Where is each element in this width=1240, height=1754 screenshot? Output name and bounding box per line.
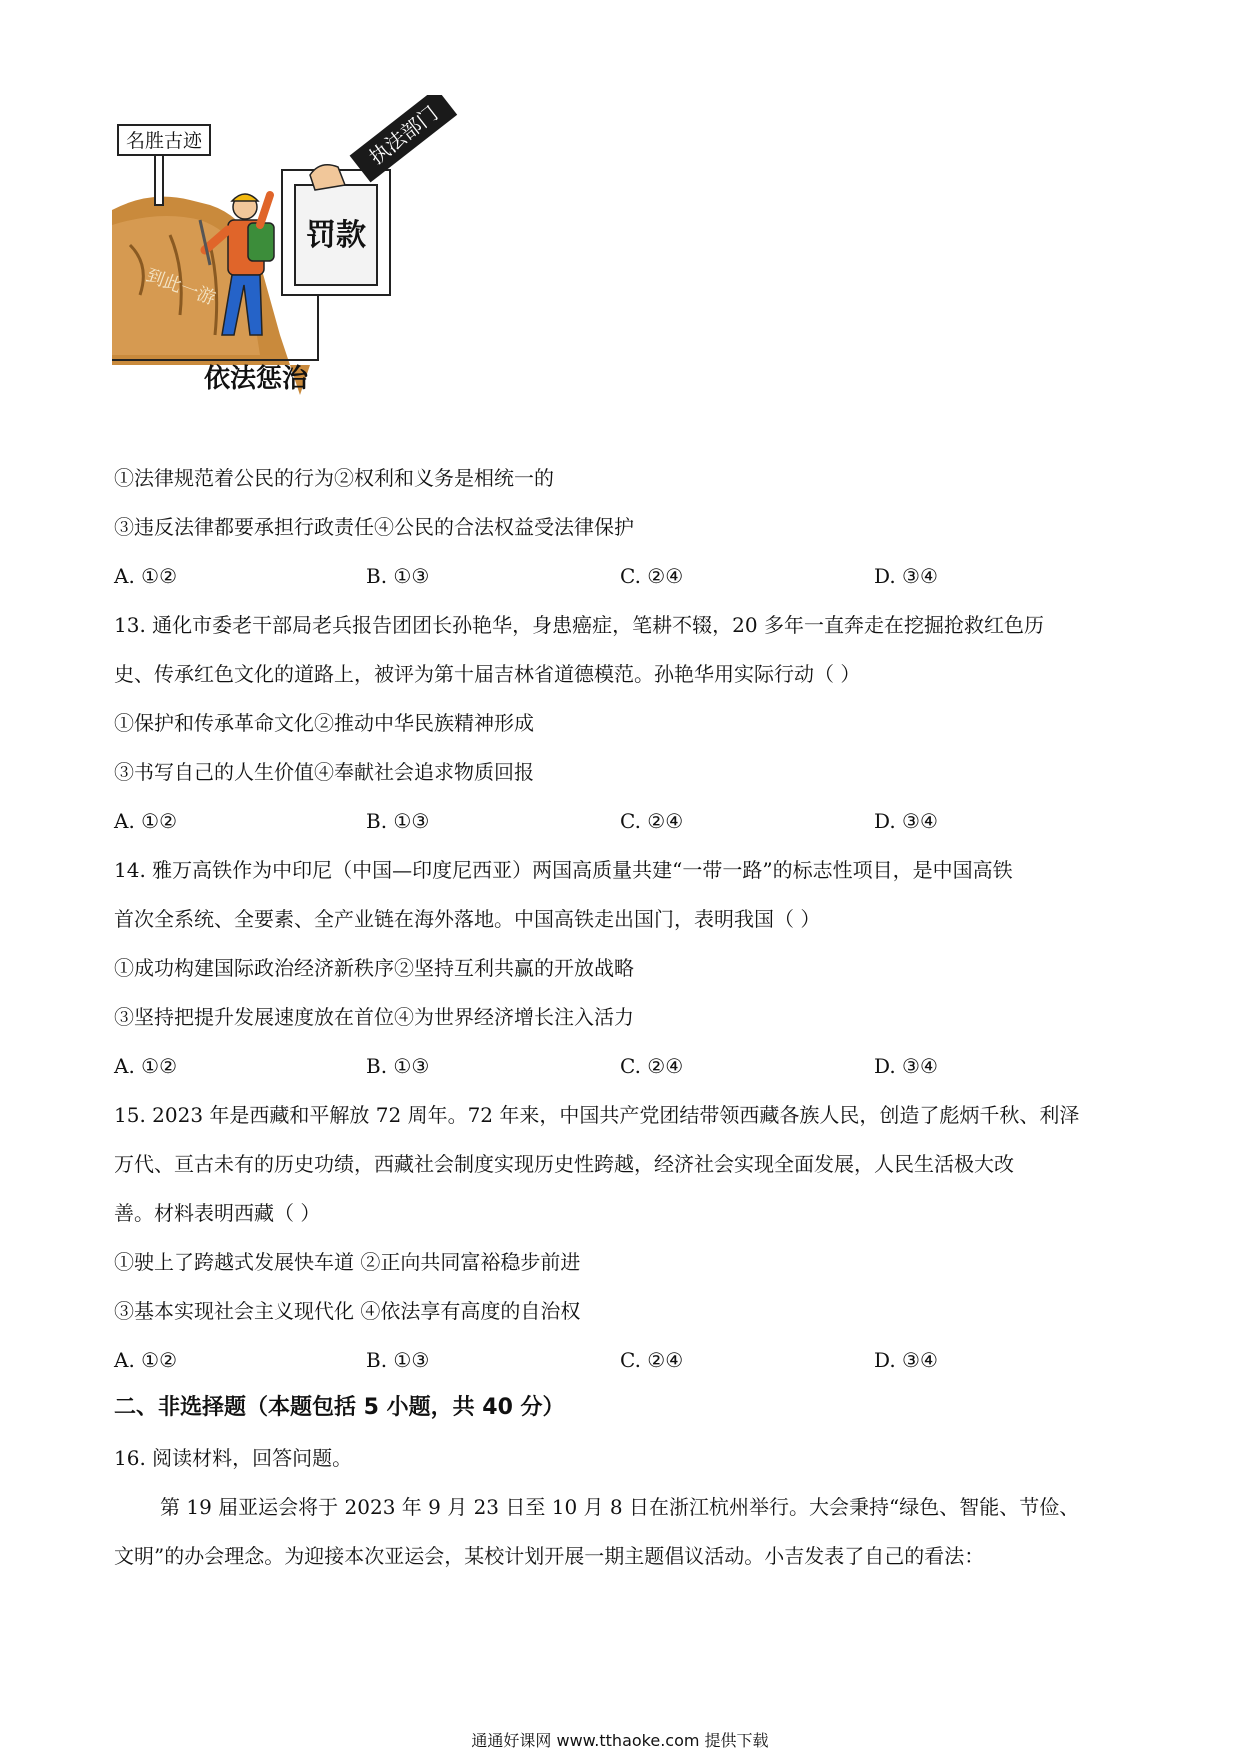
q14-option-b[interactable]: B. ①③ <box>366 1054 430 1078</box>
q13-option-b[interactable]: B. ①③ <box>366 809 430 833</box>
q14-option-c[interactable]: C. ②④ <box>620 1054 684 1078</box>
enforcement-tag-label: 执法部门 <box>364 101 443 170</box>
graffiti-text: 到此一游 <box>143 264 219 310</box>
illustration-cartoon <box>110 95 490 440</box>
q15-statement-1: ①驶上了跨越式发展快车道 ②正向共同富裕稳步前进 <box>114 1250 581 1274</box>
q12-statement-1: ①法律规范着公民的行为②权利和义务是相统一的 <box>114 466 554 490</box>
page-footer: 通通好课网 www.tthaoke.com 提供下载 <box>471 1731 769 1750</box>
illustration-caption: 依法惩治 <box>203 364 309 394</box>
q15-option-a[interactable]: A. ①② <box>114 1348 178 1372</box>
q13-option-d[interactable]: D. ③④ <box>874 809 938 833</box>
q15-stem-line-3: 善。材料表明西藏（ ） <box>114 1201 321 1225</box>
q12-option-d[interactable]: D. ③④ <box>874 564 938 588</box>
q14-option-a[interactable]: A. ①② <box>114 1054 178 1078</box>
fine-notice-text: 罚款 <box>306 218 366 253</box>
q15-stem-line-2: 万代、亘古未有的历史功绩，西藏社会制度实现历史性跨越，经济社会实现全面发展，人民生活极大改 <box>114 1152 1014 1176</box>
section-heading: 二、非选择题（本题包括 5 小题，共 40 分） <box>114 1395 565 1420</box>
q13-statement-2: ③书写自己的人生价值④奉献社会追求物质回报 <box>114 760 534 784</box>
q14-option-d[interactable]: D. ③④ <box>874 1054 938 1078</box>
q13-statement-1: ①保护和传承革命文化②推动中华民族精神形成 <box>114 711 534 735</box>
q12-option-a[interactable]: A. ①② <box>114 564 178 588</box>
q13-option-c[interactable]: C. ②④ <box>620 809 684 833</box>
q14-stem-line-1: 14. 雅万高铁作为中印尼（中国—印度尼西亚）两国高质量共建“一带一路”的标志性项目，是中国高铁 <box>114 858 1013 882</box>
q15-statement-2: ③基本实现社会主义现代化 ④依法享有高度的自治权 <box>114 1299 581 1323</box>
q15-stem-line-1: 15. 2023 年是西藏和平解放 72 周年。72 年来，中国共产党团结带领西藏各族人民，创造了彪炳千秋、利泽 <box>114 1103 1080 1127</box>
landmark-sign-label: 名胜古迹 <box>125 130 203 152</box>
q13-stem-line-1: 13. 通化市委老干部局老兵报告团团长孙艳华，身患癌症，笔耕不辍，20 多年一直奔走在挖掘抢救红色历 <box>114 613 1044 637</box>
q13-stem-line-2: 史、传承红色文化的道路上，被评为第十届吉林省道德模范。孙艳华用实际行动（ ） <box>114 662 861 686</box>
q14-stem-line-2: 首次全系统、全要素、全产业链在海外落地。中国高铁走出国门，表明我国（ ） <box>114 907 821 931</box>
q15-option-d[interactable]: D. ③④ <box>874 1348 938 1372</box>
q16-material-line-2: 文明”的办会理念。为迎接本次亚运会，某校计划开展一期主题倡议活动。小吉发表了自己的看法： <box>114 1544 985 1568</box>
q14-statement-1: ①成功构建国际政治经济新秩序②坚持互利共赢的开放战略 <box>114 956 634 980</box>
q12-statement-2: ③违反法律都要承担行政责任④公民的合法权益受法律保护 <box>114 515 634 539</box>
q16-material-line-1: 第 19 届亚运会将于 2023 年 9 月 23 日至 10 月 8 日在浙江杭州举行。大会秉持“绿色、智能、节俭、 <box>160 1495 1080 1519</box>
q12-option-b[interactable]: B. ①③ <box>366 564 430 588</box>
q15-option-c[interactable]: C. ②④ <box>620 1348 684 1372</box>
q15-option-b[interactable]: B. ①③ <box>366 1348 430 1372</box>
q13-option-a[interactable]: A. ①② <box>114 809 178 833</box>
q16-stem: 16. 阅读材料，回答问题。 <box>114 1446 353 1470</box>
q14-statement-2: ③坚持把提升发展速度放在首位④为世界经济增长注入活力 <box>114 1005 634 1029</box>
q12-option-c[interactable]: C. ②④ <box>620 564 684 588</box>
